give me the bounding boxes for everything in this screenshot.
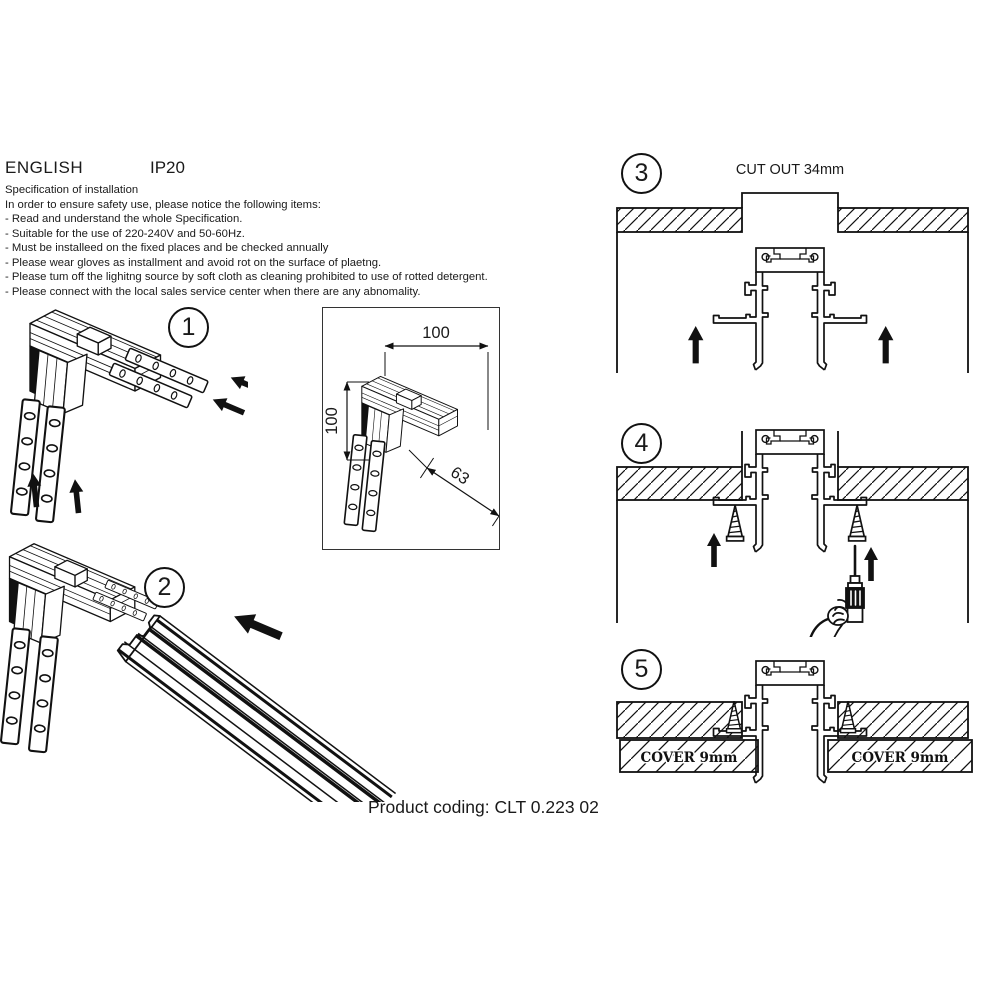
step-2-diagram — [0, 528, 420, 802]
ceiling-section — [838, 702, 968, 738]
step-5-badge: 5 — [621, 649, 662, 690]
language-label: ENGLISH — [5, 158, 84, 177]
spec-item: - Please tum off the lighitng source by soft cloth as cleaning prohibited to use of rotted detergent. — [5, 271, 488, 283]
screwdriver-hand — [808, 546, 864, 637]
step-3-badge: 3 — [621, 153, 662, 194]
cover-label-right: COVER 9mm — [851, 750, 949, 766]
specification-block — [5, 183, 545, 299]
step-4-diagram — [612, 405, 997, 637]
dim-width-label: 100 — [422, 324, 450, 342]
ceiling-section — [617, 702, 742, 738]
step-3-diagram — [612, 152, 992, 402]
spec-item: - Must be installeed on the fixed places and be checked annually — [5, 242, 329, 254]
ceiling-section — [838, 467, 968, 500]
screw — [849, 505, 866, 541]
step-2-badge: 2 — [144, 567, 185, 608]
ceiling-section — [617, 208, 742, 232]
product-coding: Product coding: CLT 0.223 02 — [368, 797, 599, 817]
dim-height-label: 100 — [323, 407, 341, 435]
step-4-badge: 4 — [621, 423, 662, 464]
spec-intro: In order to ensure safety use, please notice the following items: — [5, 198, 321, 211]
step-1-badge: 1 — [168, 307, 209, 348]
step-1-diagram — [10, 296, 248, 538]
spec-item: - Read and understand the whole Specification. — [5, 213, 243, 225]
dim-diagonal-label: 63 — [447, 463, 473, 489]
spec-item: - Please connect with the local sales service center when there are any abnomality. — [5, 285, 421, 298]
spec-title: Specification of installation — [5, 184, 139, 196]
track-rail — [115, 608, 395, 802]
step-5-diagram — [612, 645, 997, 797]
cover-label-left: COVER 9mm — [640, 750, 738, 766]
spec-item: - Suitable for the use of 220-240V and 50-60Hz. — [5, 227, 245, 240]
dimension-detail-drawing — [323, 308, 499, 549]
ceiling-section — [838, 208, 968, 232]
screw — [727, 505, 744, 541]
ceiling-section — [617, 467, 742, 500]
spec-item: - Please wear gloves as installment and avoid rot on the surface of plaetng. — [5, 256, 382, 269]
dimension-detail-box — [322, 307, 500, 550]
ip-rating-label: IP20 — [150, 158, 185, 177]
cutout-dimension-label: CUT OUT 34mm — [735, 162, 845, 178]
